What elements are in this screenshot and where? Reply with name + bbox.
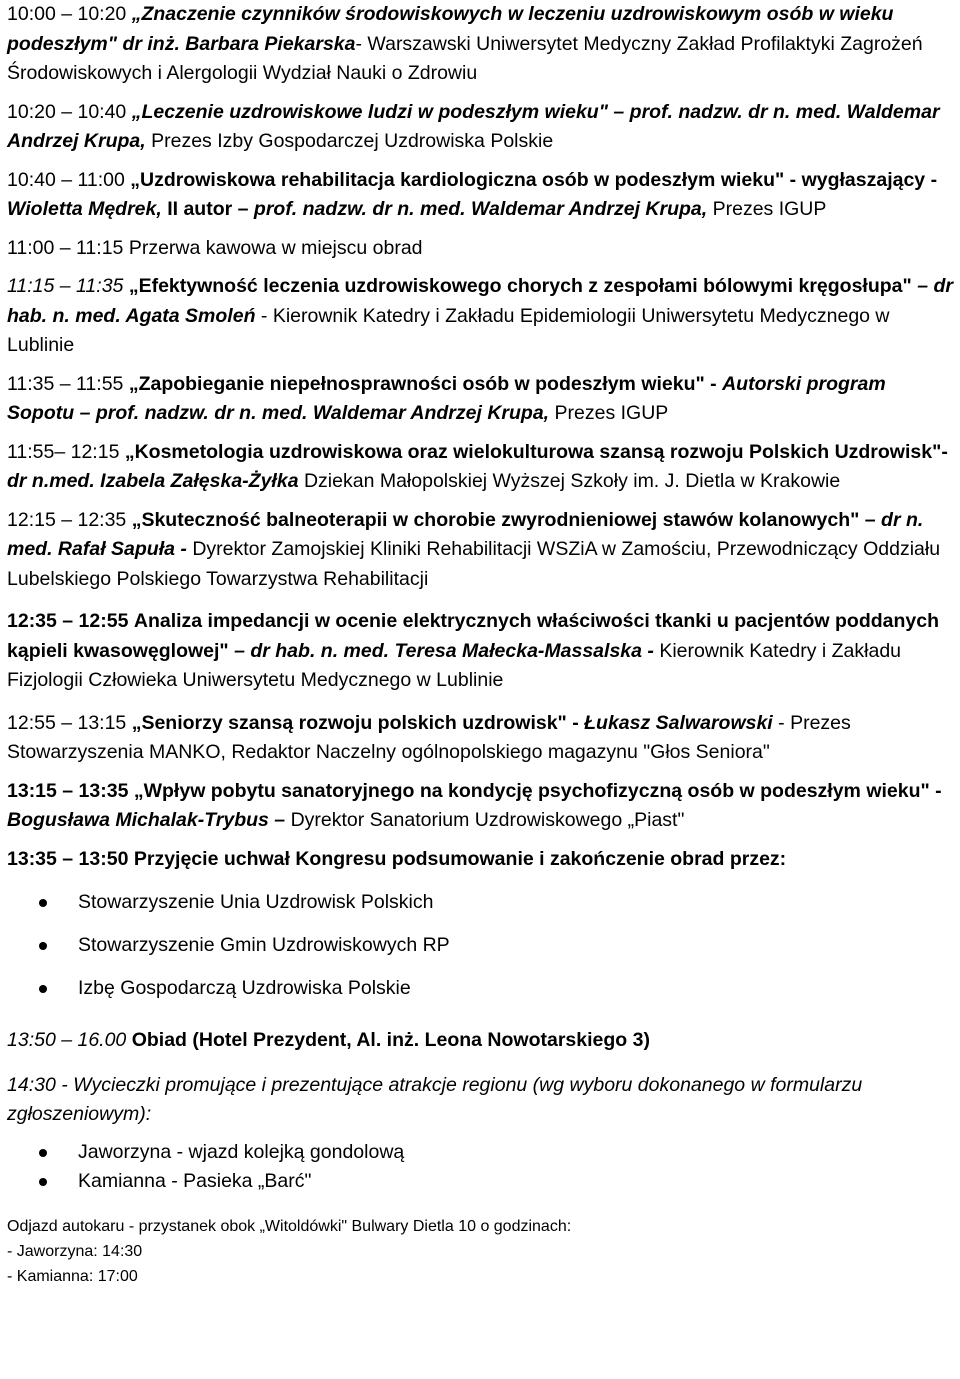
item-speaker: Bogusława Michalak-Trybus – [7,809,286,831]
agenda-item [7,234,957,264]
item-affiliation: Dyrektor Sanatorium Uzdrowiskowego „Piast" [290,809,685,831]
trips-list [7,1138,957,1197]
list-item: Stowarzyszenie Gmin Uzdrowiskowych RP [7,931,957,974]
trips-text: Wycieczki promujące i prezentujące atrakcje regionu (wg wyboru dokonanego w formularzu zgłoszeniowym): [7,1073,863,1125]
item-title: Analiza impedancji w ocenie elektrycznych właściwości tkanki u pacjentów poddanych kąpieli kwasowęglowej" [7,610,940,662]
item-time: 10:20 – 10:40 [7,100,127,123]
bus-line: - Kamianna: 17:00 [7,1267,138,1285]
item-title: „Wpływ pobytu sanatoryjnego na kondycję psychofizyczną osób w podeszłym wieku" - [133,779,942,802]
item-affiliation: Dziekan Małopolskiej Wyższej Szkoły im. J. Dietla w Krakowie [303,470,841,492]
agenda-item [7,845,957,875]
agenda-item [7,98,957,157]
item-speaker: Autorski program Sopotu – prof. nadzw. dr n. med. Waldemar Andrzej Krupa, [7,372,886,424]
list-item: Stowarzyszenie Unia Uzdrowisk Polskich [7,888,957,931]
item-title: „Skuteczność balneoterapii w chorobie zwyrodnieniowej stawów kolanowych" – [131,508,876,531]
item-affiliation: Dyrektor Zamojskiej Kliniki Rehabilitacji WSZiA w Zamościu, Przewodniczący Oddziału Lubelskiego Polskiego Towarzystwa Rehabilitacji [7,538,941,590]
item-affiliation: Prezes IGUP [554,402,669,424]
item-time: 10:00 – 10:20 [7,3,127,25]
item-time: 11:00 – 11:15 [7,236,124,259]
item-speaker: dr n.med. Izabela Załęska-Żyłka [7,470,299,492]
item-speaker: – dr hab. n. med. Teresa Małecka-Massalska - [234,639,654,662]
agenda-item [7,506,957,595]
item-time: 13:35 – 13:50 [7,847,129,870]
item-affiliation: - Kierownik Katedry i Zakładu Epidemiologii Uniwersytetu Medycznego w Lublinie [7,304,890,356]
item-speaker: dr n. med. Rafał Sapuła - [7,508,924,560]
bullet-icon [39,985,47,993]
item-title: Przyjęcie uchwał Kongresu podsumowanie i zakończenie obrad przez: [133,847,787,870]
agenda-item [7,0,957,89]
item-speaker: Łukasz Salwarowski [584,711,773,734]
item-speaker: – dr hab. n. med. Agata Smoleń [7,275,953,327]
item-time: 11:55– 12:15 [7,440,120,463]
resolution-list [7,888,957,1017]
bus-intro: Odjazd autokaru - przystanek obok „Witoldówki" Bulwary Dietla 10 o godzinach: [7,1217,572,1235]
bullet-icon [39,1178,47,1186]
item-title: „Znaczenie czynników środowiskowych w leczeniu uzdrowiskowym osób w wieku podeszłym" [7,3,894,55]
item-affiliation: Kierownik Katedry i Zakładu Fizjologii Człowieka Uniwersytetu Medycznego w Lublinie [7,639,902,691]
bullet-icon [39,1149,47,1157]
item-time: 12:35 – 12:55 [7,610,129,632]
item-title: „Uzdrowiskowa rehabilitacja kardiologiczna osób w podeszłym wieku" - wygłaszający - [130,168,938,191]
agenda-item [7,777,957,836]
list-item: Izbę Gospodarczą Uzdrowiska Polskie [7,974,957,1017]
list-item: Kamianna - Pasieka „Barć" [7,1167,957,1197]
item-affiliation: Prezes IGUP [712,198,827,220]
agenda-item [7,166,957,225]
lunch-text: Obiad (Hotel Prezydent, Al. inż. Leona Nowotarskiego 3) [131,1029,650,1051]
list-item: Jaworzyna - wjazd kolejką gondolową [7,1138,957,1168]
item-title-2: II autor – [167,198,249,220]
agenda-item [7,709,957,768]
bus-line: - Jaworzyna: 14:30 [7,1242,143,1260]
bullet-icon [39,899,47,907]
item-title: Przerwa kawowa w miejscu obrad [128,236,423,259]
item-affiliation: - Prezes Stowarzyszenia MANKO, Redaktor Naczelny ogólnopolskiego magazynu "Głos Seniora" [7,711,851,763]
item-time: 10:40 – 11:00 [7,168,125,191]
agenda-item [7,272,957,361]
item-title: „Efektywność leczenia uzdrowiskowego chorych z zespołami bólowymi kręgosłupa" [128,275,912,297]
item-time: 12:15 – 12:35 [7,508,127,531]
item-speaker-2: prof. nadzw. dr n. med. Waldemar Andrzej Krupa, [253,198,708,220]
item-title: „Zapobieganie niepełnosprawności osób w podeszłym wieku" - [128,372,717,395]
bullet-icon [39,942,47,950]
trips-time: 14:30 - [7,1073,68,1096]
agenda-item [7,370,957,429]
item-time: 13:15 – 13:35 [7,779,129,802]
agenda-page [7,0,957,1289]
item-affiliation: Prezes Izby Gospodarczej Uzdrowiska Polskie [151,130,554,152]
agenda-item [7,438,957,497]
trips-line [7,1071,957,1130]
item-title: „Seniorzy szansą rozwoju polskich uzdrowisk" - [131,711,579,734]
item-speaker: dr inż. Barbara Piekarska [122,32,356,55]
item-title: „Leczenie uzdrowiskowe ludzi w podeszłym wieku" [131,100,608,123]
item-speaker: Wioletta Mędrek, [7,198,162,220]
lunch-time: 13:50 – 16.00 [7,1029,127,1051]
agenda-item [7,607,957,696]
item-affiliation: - Warszawski Uniwersytet Medyczny Zakład Profilaktyki Zagrożeń Środowiskowych i Alergologii Wydział Nauki o Zdrowiu [7,32,923,84]
lunch-line [7,1026,957,1056]
item-time: 12:55 – 13:15 [7,711,127,734]
item-speaker: – prof. nadzw. dr n. med. Waldemar Andrzej Krupa, [7,100,940,152]
item-time: 11:15 – 11:35 [7,275,124,297]
item-title: „Kosmetologia uzdrowiskowa oraz wielokulturowa szansą rozwoju Polskich Uzdrowisk"- [124,440,948,463]
item-time: 11:35 – 11:55 [7,372,124,395]
